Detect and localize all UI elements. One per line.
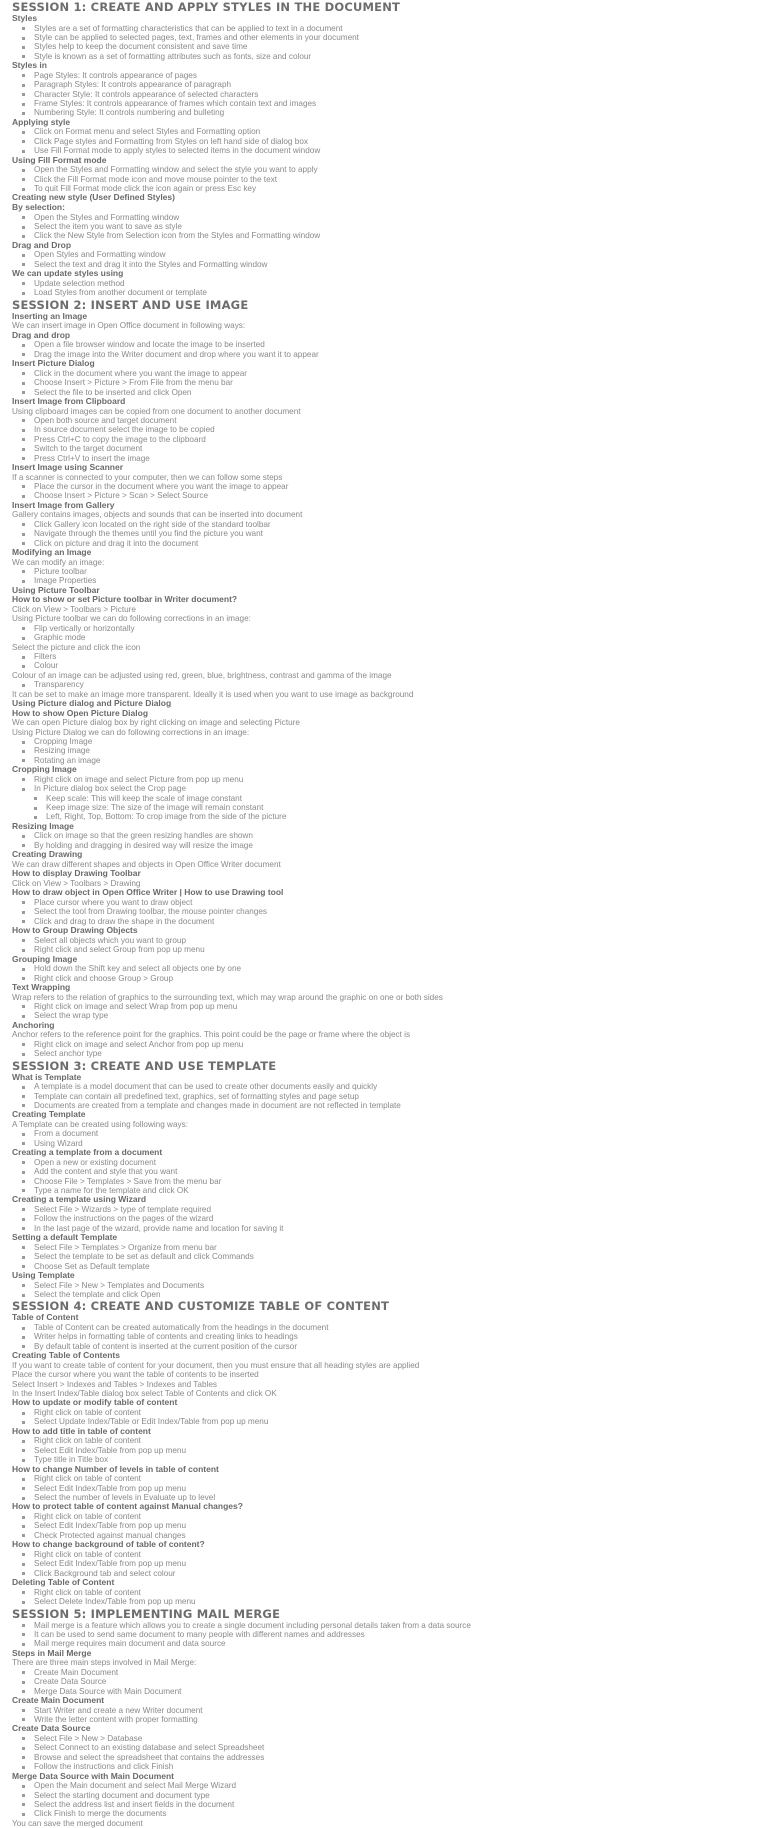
bullet-item: It can be used to send same document to many people with different names and addresses: [34, 1630, 758, 1639]
bullet-item: Style can be applied to selected pages, text, frames and other elements in your document: [34, 33, 758, 42]
bullet-item: Right click and choose Group > Group: [34, 974, 758, 983]
session-section: [12, 1, 758, 298]
bullet-list: [12, 898, 758, 926]
bullet-list: [12, 1408, 758, 1427]
bullet-item: Cropping Image: [34, 737, 758, 746]
bullet-item: Place cursor where you want to draw object: [34, 898, 758, 907]
paragraph: Place the cursor where you want the table of contents to be inserted: [12, 1370, 758, 1379]
paragraph: It can be set to make an image more transparent. Ideally it is used when you want to use image as background: [12, 690, 758, 699]
bullet-list: [12, 279, 758, 298]
bullet-list: [12, 1082, 758, 1110]
subheading: Creating a template from a document: [12, 1148, 758, 1158]
bullet-item: Select Update Index/Table or Edit Index/Table from pop up menu: [34, 1417, 758, 1426]
subheading: How to show or set Picture toolbar in Writer document?: [12, 595, 758, 605]
bullet-item: Switch to the target document: [34, 444, 758, 453]
subheading: How to Group Drawing Objects: [12, 926, 758, 936]
bullet-item: Click on picture and drag it into the document: [34, 539, 758, 548]
bullet-item: Choose File > Templates > Save from the menu bar: [34, 1177, 758, 1186]
session-section: [12, 299, 758, 1059]
bullet-item: Styles help to keep the document consistent and save time: [34, 42, 758, 51]
bullet-item: Click Page styles and Formatting from Styles on left hand side of dialog box: [34, 137, 758, 146]
bullet-item: Select the address list and insert fields in the document: [34, 1800, 758, 1809]
bullet-list: [12, 680, 758, 689]
bullet-item: Select the template to be set as default and click Commands: [34, 1252, 758, 1261]
bullet-item: Write the letter content with proper formatting: [34, 1715, 758, 1724]
bullet-list: [12, 775, 758, 794]
bullet-list: [12, 165, 758, 193]
bullet-item: Graphic mode: [34, 633, 758, 642]
bullet-item: Resizing image: [34, 746, 758, 755]
subheading: By selection:: [12, 203, 758, 213]
bullet-item: Select anchor type: [34, 1049, 758, 1058]
bullet-item: Select the file to be inserted and click Open: [34, 388, 758, 397]
bullet-item: Character Style: It controls appearance of selected characters: [34, 90, 758, 99]
subheading: What is Template: [12, 1073, 758, 1083]
bullet-item: In Picture dialog box select the Crop page: [34, 784, 758, 793]
bullet-item: Select the starting document and document type: [34, 1791, 758, 1800]
subheading: Creating Template: [12, 1110, 758, 1120]
paragraph: Select Insert > Indexes and Tables > Indexes and Tables: [12, 1380, 758, 1389]
bullet-item: Right click and select Group from pop up menu: [34, 945, 758, 954]
bullet-item: Right click on table of content: [34, 1474, 758, 1483]
bullet-item: Filters: [34, 652, 758, 661]
bullet-item: Right click on table of content: [34, 1588, 758, 1597]
bullet-item: Select the wrap type: [34, 1011, 758, 1020]
subheading: Insert Image from Gallery: [12, 501, 758, 511]
subheading: We can update styles using: [12, 269, 758, 279]
bullet-list: [12, 1040, 758, 1059]
subheading: Deleting Table of Content: [12, 1578, 758, 1588]
subheading: Using Picture Toolbar: [12, 586, 758, 596]
bullet-item: Open the Styles and Formatting window and select the style you want to apply: [34, 165, 758, 174]
bullet-list: [12, 936, 758, 955]
session-section: [12, 1060, 758, 1300]
bullet-item: Create Data Source: [34, 1677, 758, 1686]
bullet-item: Merge Data Source with Main Document: [34, 1687, 758, 1696]
bullet-item: Follow the instructions on the pages of the wizard: [34, 1214, 758, 1223]
subheading: Steps in Mail Merge: [12, 1649, 758, 1659]
bullet-item: Create Main Document: [34, 1668, 758, 1677]
bullet-item: Press Ctrl+V to insert the image: [34, 454, 758, 463]
bullet-list: [12, 127, 758, 155]
bullet-list: [12, 964, 758, 983]
subheading: Insert Picture Dialog: [12, 359, 758, 369]
paragraph: Using Picture toolbar we can do following corrections in an image:: [12, 614, 758, 623]
subheading: Inserting an Image: [12, 312, 758, 322]
bullet-list: [12, 1512, 758, 1540]
paragraph: You can save the merged document: [12, 1819, 758, 1828]
subheading: Setting a default Template: [12, 1233, 758, 1243]
subheading: How to add title in table of content: [12, 1427, 758, 1437]
subheading: How to change Number of levels in table of content: [12, 1465, 758, 1475]
paragraph: In the Insert Index/Table dialog box select Table of Contents and click OK: [12, 1389, 758, 1398]
session-section: [12, 1608, 758, 1828]
subheading: Resizing Image: [12, 822, 758, 832]
bullet-item: Load Styles from another document or template: [34, 288, 758, 297]
bullet-item: Open Styles and Formatting window: [34, 250, 758, 259]
bullet-list: [12, 24, 758, 62]
bullet-item: Rotating an image: [34, 756, 758, 765]
bullet-item: Right click on table of content: [34, 1512, 758, 1521]
bullet-list: [12, 1474, 758, 1502]
bullet-item: Using Wizard: [34, 1139, 758, 1148]
bullet-item: Open the Styles and Formatting window: [34, 213, 758, 222]
paragraph: Anchor refers to the reference point for the graphics. This point could be the page or frame where the object is: [12, 1030, 758, 1039]
bullet-item: Select File > New > Database: [34, 1734, 758, 1743]
bullet-item: Right click on image and select Wrap from pop up menu: [34, 1002, 758, 1011]
paragraph: If you want to create table of content for your document, then you must ensure that all heading styles are applied: [12, 1361, 758, 1370]
paragraph: Click on View > Toolbars > Picture: [12, 605, 758, 614]
bullet-item: Writer helps in formatting table of contents and creating links to headings: [34, 1332, 758, 1341]
bullet-list: [12, 1205, 758, 1233]
bullet-item: Select Delete Index/Table from pop up menu: [34, 1597, 758, 1606]
bullet-item: Left, Right, Top, Bottom: To crop image from the side of the picture: [46, 812, 758, 821]
bullet-item: By holding and dragging in desired way will resize the image: [34, 841, 758, 850]
bullet-item: Check Protected against manual changes: [34, 1531, 758, 1540]
bullet-item: Image Properties: [34, 576, 758, 585]
bullet-item: Keep scale: This will keep the scale of image constant: [46, 794, 758, 803]
bullet-list: [12, 1588, 758, 1607]
bullet-list: [12, 1243, 758, 1271]
paragraph: There are three main steps involved in Mail Merge:: [12, 1658, 758, 1667]
bullet-item: By default table of content is inserted at the current position of the cursor: [34, 1342, 758, 1351]
bullet-item: Browse and select the spreadsheet that contains the addresses: [34, 1753, 758, 1762]
bullet-item: Click in the document where you want the image to appear: [34, 369, 758, 378]
bullet-item: Select Edit Index/Table from pop up menu: [34, 1559, 758, 1568]
subheading: Cropping Image: [12, 765, 758, 775]
bullet-item: In source document select the image to be copied: [34, 425, 758, 434]
paragraph: Select the picture and click the icon: [12, 643, 758, 652]
bullet-item: Mail merge is a feature which allows you to create a single document including personal details taken from a data source: [34, 1621, 758, 1630]
subheading: How to protect table of content against Manual changes?: [12, 1502, 758, 1512]
subheading: Anchoring: [12, 1021, 758, 1031]
bullet-list: [12, 71, 758, 118]
bullet-item: Right click on table of content: [34, 1408, 758, 1417]
bullet-list: [12, 567, 758, 586]
bullet-item: Click on Format menu and select Styles and Formatting option: [34, 127, 758, 136]
subheading: How to change background of table of content?: [12, 1540, 758, 1550]
bullet-list: [12, 1436, 758, 1464]
paragraph: A Template can be created using following ways:: [12, 1120, 758, 1129]
bullet-item: Select Edit Index/Table from pop up menu: [34, 1484, 758, 1493]
bullet-item: Click on image so that the green resizing handles are shown: [34, 831, 758, 840]
bullet-item: Open the Main document and select Mail Merge Wizard: [34, 1781, 758, 1790]
bullet-item: Right click on image and select Anchor from pop up menu: [34, 1040, 758, 1049]
bullet-item: Select all objects which you want to group: [34, 936, 758, 945]
subheading: Drag and Drop: [12, 241, 758, 251]
bullet-list: [12, 1323, 758, 1351]
bullet-list: [12, 250, 758, 269]
bullet-item: Click Finish to merge the documents: [34, 1809, 758, 1818]
bullet-item: Right click on table of content: [34, 1550, 758, 1559]
bullet-list: [12, 1550, 758, 1578]
subheading: How to draw object in Open Office Writer | How to use Drawing tool: [12, 888, 758, 898]
bullet-item: From a document: [34, 1129, 758, 1138]
bullet-item: In the last page of the wizard, provide name and location for saving it: [34, 1224, 758, 1233]
subheading: How to show Open Picture Dialog: [12, 709, 758, 719]
paragraph: We can insert image in Open Office document in following ways:: [12, 321, 758, 330]
subheading: Text Wrapping: [12, 983, 758, 993]
document-page: [0, 1, 768, 1025]
bullet-item: Type a name for the template and click OK: [34, 1186, 758, 1195]
bullet-item: Select the template and click Open: [34, 1290, 758, 1299]
subheading: Applying style: [12, 118, 758, 128]
bullet-item: Place the cursor in the document where you want the image to appear: [34, 482, 758, 491]
paragraph: Colour of an image can be adjusted using red, green, blue, brightness, contrast and gamma of the image: [12, 671, 758, 680]
bullet-item: Click Gallery icon located on the right side of the standard toolbar: [34, 520, 758, 529]
bullet-item: Select File > Templates > Organize from menu bar: [34, 1243, 758, 1252]
bullet-list: [12, 794, 758, 822]
bullet-item: Table of Content can be created automatically from the headings in the document: [34, 1323, 758, 1332]
bullet-item: Open a new or existing document: [34, 1158, 758, 1167]
session-heading: SESSION 3: CREATE AND USE TEMPLATE: [12, 1060, 758, 1073]
bullet-item: Select File > New > Templates and Documents: [34, 1281, 758, 1290]
paragraph: We can modify an image:: [12, 558, 758, 567]
bullet-list: [12, 1734, 758, 1772]
bullet-list: [12, 1002, 758, 1021]
bullet-item: Right click on table of content: [34, 1436, 758, 1445]
bullet-list: [12, 520, 758, 548]
session-heading: SESSION 2: INSERT AND USE IMAGE: [12, 299, 758, 312]
subheading: Create Main Document: [12, 1696, 758, 1706]
bullet-list: [12, 624, 758, 643]
bullet-item: Styles are a set of formatting characteristics that can be applied to text in a document: [34, 24, 758, 33]
subheading: Using Picture dialog and Picture Dialog: [12, 699, 758, 709]
bullet-item: Click Background tab and select colour: [34, 1569, 758, 1578]
bullet-item: To quit Fill Format mode click the icon again or press Esc key: [34, 184, 758, 193]
bullet-list: [12, 831, 758, 850]
bullet-item: Select the text and drag it into the Styles and Formatting window: [34, 260, 758, 269]
bullet-list: [12, 1129, 758, 1148]
bullet-item: Right click on image and select Picture from pop up menu: [34, 775, 758, 784]
subheading: Drag and drop: [12, 331, 758, 341]
bullet-item: A template is a model document that can be used to create other documents easily and quickly: [34, 1082, 758, 1091]
bullet-item: Type title in Title box: [34, 1455, 758, 1464]
bullet-item: Press Ctrl+C to copy the image to the clipboard: [34, 435, 758, 444]
bullet-item: Select Connect to an existing database and select Spreadsheet: [34, 1743, 758, 1752]
bullet-item: Flip vertically or horizontally: [34, 624, 758, 633]
bullet-list: [12, 1668, 758, 1696]
bullet-item: Follow the instructions and click Finish: [34, 1762, 758, 1771]
subheading: Merge Data Source with Main Document: [12, 1772, 758, 1782]
subheading: Modifying an Image: [12, 548, 758, 558]
subheading: How to display Drawing Toolbar: [12, 869, 758, 879]
bullet-item: Select the tool from Drawing toolbar, the mouse pointer changes: [34, 907, 758, 916]
subheading: Insert Image from Clipboard: [12, 397, 758, 407]
bullet-item: Style is known as a set of formatting attributes such as fonts, size and colour: [34, 52, 758, 61]
bullet-item: Click the Fill Format mode icon and move mouse pointer to the text: [34, 175, 758, 184]
bullet-item: Start Writer and create a new Writer document: [34, 1706, 758, 1715]
bullet-list: [12, 652, 758, 671]
bullet-item: Hold down the Shift key and select all objects one by one: [34, 964, 758, 973]
subheading: Grouping Image: [12, 955, 758, 965]
subheading: Creating new style (User Defined Styles): [12, 193, 758, 203]
session-heading: SESSION 1: CREATE AND APPLY STYLES IN THE DOCUMENT: [12, 1, 758, 14]
subheading: Creating a template using Wizard: [12, 1195, 758, 1205]
bullet-list: [12, 1781, 758, 1819]
session-heading: SESSION 4: CREATE AND CUSTOMIZE TABLE OF CONTENT: [12, 1300, 758, 1313]
bullet-item: Choose Insert > Picture > From File from the menu bar: [34, 378, 758, 387]
bullet-list: [12, 1281, 758, 1300]
bullet-item: Mail merge requires main document and data source: [34, 1639, 758, 1648]
bullet-list: [12, 340, 758, 359]
bullet-item: Click and drag to draw the shape in the document: [34, 917, 758, 926]
bullet-item: Select File > Wizards > type of template required: [34, 1205, 758, 1214]
subheading: Creating Table of Contents: [12, 1351, 758, 1361]
bullet-list: [12, 737, 758, 765]
paragraph: Using Picture Dialog we can do following corrections in an image:: [12, 728, 758, 737]
bullet-item: Choose Set as Default template: [34, 1262, 758, 1271]
session-heading: SESSION 5: IMPLEMENTING MAIL MERGE: [12, 1608, 758, 1621]
bullet-item: Colour: [34, 661, 758, 670]
subheading: Using Fill Format mode: [12, 156, 758, 166]
bullet-list: [12, 416, 758, 463]
bullet-item: Drag the image into the Writer document and drop where you want it to appear: [34, 350, 758, 359]
subheading: Create Data Source: [12, 1724, 758, 1734]
bullet-item: Paragraph Styles: It controls appearance of paragraph: [34, 80, 758, 89]
bullet-list: [12, 369, 758, 397]
bullet-item: Select Edit Index/Table from pop up menu: [34, 1521, 758, 1530]
bullet-item: Select Edit Index/Table from pop up menu: [34, 1446, 758, 1455]
bullet-item: Keep image size: The size of the image will remain constant: [46, 803, 758, 812]
subheading: Creating Drawing: [12, 850, 758, 860]
bullet-item: Open both source and target document: [34, 416, 758, 425]
paragraph: Gallery contains images, objects and sounds that can be inserted into document: [12, 510, 758, 519]
bullet-item: Navigate through the themes until you find the picture you want: [34, 529, 758, 538]
bullet-item: Picture toolbar: [34, 567, 758, 576]
subheading: Table of Content: [12, 1313, 758, 1323]
bullet-list: [12, 1621, 758, 1649]
paragraph: We can draw different shapes and objects in Open Office Writer document: [12, 860, 758, 869]
subheading: Using Template: [12, 1271, 758, 1281]
bullet-item: Click the New Style from Selection icon from the Styles and Formatting window: [34, 231, 758, 240]
bullet-item: Use Fill Format mode to apply styles to selected items in the document window: [34, 146, 758, 155]
bullet-item: Add the content and style that you want: [34, 1167, 758, 1176]
bullet-item: Select the item you want to save as style: [34, 222, 758, 231]
bullet-item: Transparency: [34, 680, 758, 689]
subheading: How to update or modify table of content: [12, 1398, 758, 1408]
paragraph: If a scanner is connected to your computer, then we can follow some steps: [12, 473, 758, 482]
bullet-item: Choose Insert > Picture > Scan > Select Source: [34, 491, 758, 500]
subheading: Insert Image using Scanner: [12, 463, 758, 473]
bullet-item: Update selection method: [34, 279, 758, 288]
bullet-list: [12, 1158, 758, 1196]
subheading: Styles: [12, 14, 758, 24]
subheading: Styles in: [12, 61, 758, 71]
bullet-item: Page Styles: It controls appearance of pages: [34, 71, 758, 80]
paragraph: We can open Picture dialog box by right clicking on image and selecting Picture: [12, 718, 758, 727]
paragraph: Click on View > Toolbars > Drawing: [12, 879, 758, 888]
bullet-list: [12, 213, 758, 241]
paragraph: Wrap refers to the relation of graphics to the surrounding text, which may wrap around the graphic on one or both sides: [12, 993, 758, 1002]
bullet-item: Select the number of levels in Evaluate up to level: [34, 1493, 758, 1502]
bullet-item: Template can contain all predefined text, graphics, set of formatting styles and page setup: [34, 1092, 758, 1101]
bullet-list: [12, 1706, 758, 1725]
bullet-item: Frame Styles: It controls appearance of frames which contain text and images: [34, 99, 758, 108]
bullet-item: Open a file browser window and locate the image to be inserted: [34, 340, 758, 349]
bullet-item: Documents are created from a template and changes made in document are not reflected in template: [34, 1101, 758, 1110]
session-section: [12, 1300, 758, 1606]
bullet-item: Numbering Style: It controls numbering and bulleting: [34, 108, 758, 117]
bullet-list: [12, 482, 758, 501]
paragraph: Using clipboard images can be copied from one document to another document: [12, 407, 758, 416]
